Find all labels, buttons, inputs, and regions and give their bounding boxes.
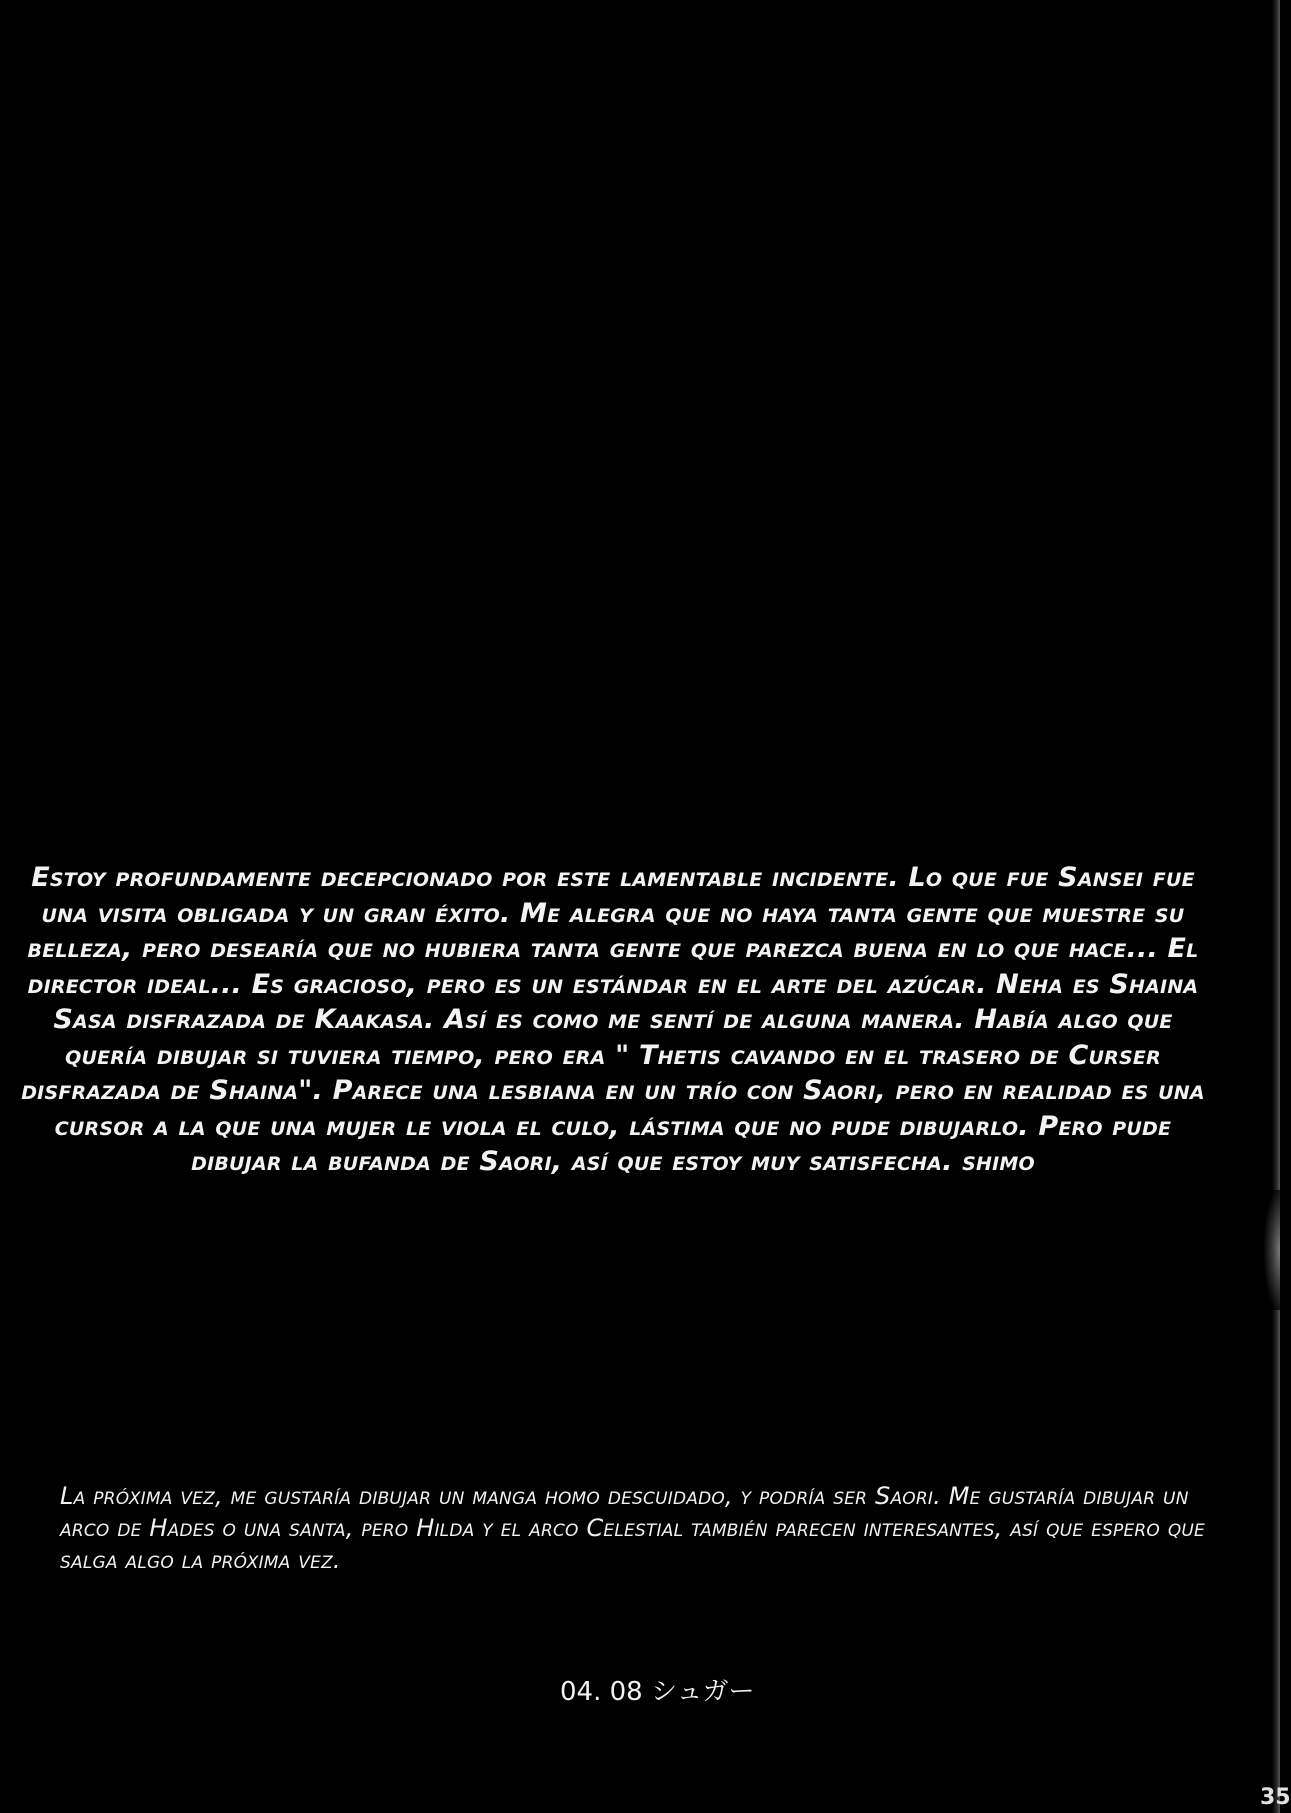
scan-smudge — [1264, 1190, 1280, 1310]
page-number: 35 — [1260, 1785, 1291, 1810]
afterword-paragraph-1: Estoy profundamente decepcionado por este lamentable incidente. Lo que fue Sansei fue una visita obligada y un gran éxito. Me alegra que no haya tanta gente que muestre su belleza, pero desearía que no hubiera tanta gente que parezca buena en lo que hace... El director ideal... Es gracioso, pero es un estándar en el arte del azúcar. Neha es Shaina Sasa disfrazada de Kaakasa. Así es como me sentí de alguna manera. Había algo que quería dibujar si tuviera tiempo, pero era " Thetis cavando en el trasero de Curser disfrazada de Shaina". Parece una lesbiana en un trío con Saori, pero en realidad es una cursor a la que una mujer le viola el culo, lástima que no pude dibujarlo. Pero pude dibujar la bufanda de Saori, así que estoy muy satisfecha. shimo — [21, 862, 1205, 1177]
page-edge — [1272, 0, 1280, 1813]
signature-date: 04. 08 シュガー — [560, 1677, 755, 1707]
afterword-paragraph-2: La próxima vez, me gustaría dibujar un manga homo descuidado, y podría ser Saori. Me gustaría dibujar un arco de Hades o una santa, pero Hilda y el arco Celestial también parecen interesantes, así que espero que salga algo la próxima vez. — [60, 1482, 1206, 1574]
